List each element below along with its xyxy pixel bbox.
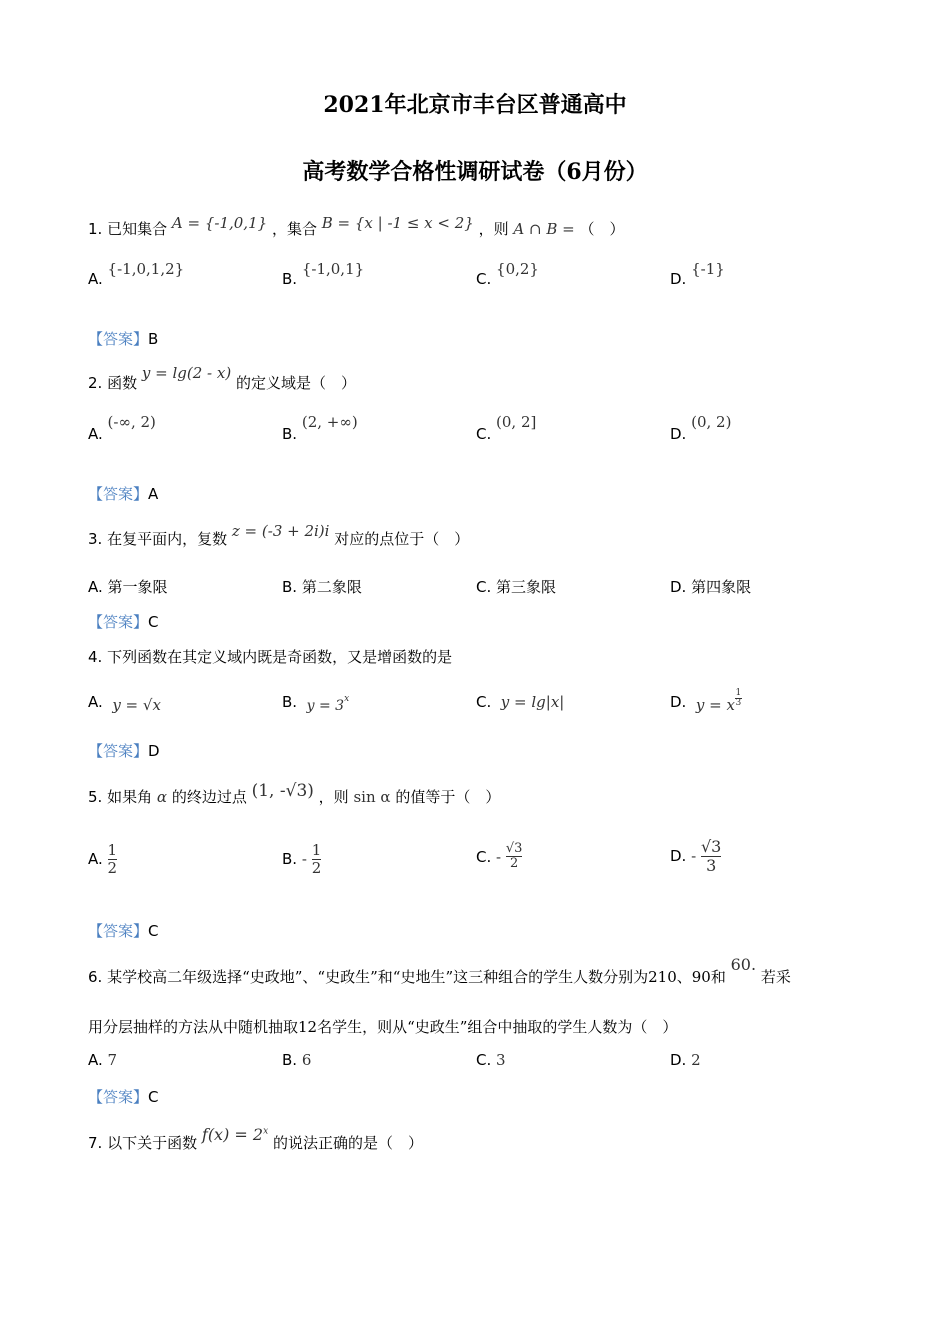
option-d: D. y = x $\frac{1}{3}$ [670, 688, 742, 714]
math-expression: sin α [353, 788, 391, 806]
question-number: 7. [88, 1134, 103, 1152]
question-text: 下列函数在其定义域内既是奇函数，又是增函数的是 [107, 648, 453, 666]
option-a: A. {-1,0,1,2} [88, 260, 185, 288]
question-1 [88, 214, 625, 239]
option-c: C. 3 [476, 1051, 506, 1069]
question-5 [88, 781, 501, 807]
question-text: 的说法正确的是（ ） [272, 1134, 423, 1152]
question-text: 的终边过点 [171, 788, 247, 806]
question-number: 3. [88, 530, 103, 548]
option-a: A. $\frac{1}{2}$ [88, 841, 118, 877]
question-4 [88, 646, 452, 667]
option-c: C. {0,2} [476, 260, 539, 288]
option-d: D. 第四象限 [670, 578, 752, 596]
option-d: D. (0, 2) [670, 413, 732, 443]
question-text: （ ） [579, 220, 625, 238]
question-6-cont [88, 1016, 677, 1037]
option-c: C. y = lg|x| [476, 693, 565, 711]
question-2 [88, 364, 356, 393]
option-a: A. 第一象限 [88, 578, 168, 596]
option-c: C. - $\frac{√3}{2}$ [476, 841, 523, 872]
question-number: 5. [88, 788, 103, 806]
question-number: 4. [88, 648, 103, 666]
option-a: A. y = √x [88, 693, 161, 714]
math-expression: A = {-1,0,1} [171, 214, 268, 232]
option-a: A. 7 [88, 1051, 118, 1069]
question-text: 已知集合 [107, 220, 168, 238]
option-b: B. 第二象限 [282, 578, 362, 596]
option-b: B. $y = 3^x$ [282, 693, 350, 714]
page-title-line1: 2021年北京市丰台区普通高中 [323, 92, 627, 118]
math-expression: α [156, 788, 168, 806]
option-b: B. {-1,0,1} [282, 260, 365, 288]
question-number: 6. [88, 968, 103, 986]
question-text: 对应的点位于（ ） [334, 530, 470, 548]
math-expression: $f(x) = 2^x$ [201, 1125, 269, 1144]
math-expression: B = {x | -1 ≤ x < 2} [321, 214, 474, 232]
math-expression: z = (-3 + 2i)i [231, 522, 330, 540]
answer-3: 【答案】C [88, 613, 159, 631]
math-expression: A ∩ B = [513, 220, 575, 238]
question-text: 在复平面内，复数 [107, 530, 228, 548]
option-b: B. 6 [282, 1051, 312, 1069]
question-7 [88, 1125, 423, 1153]
question-text: 某学校高二年级选择“史政地”、“史政生”和“史地生”这三种组合的学生人数分别为210、90和 [107, 968, 726, 986]
question-text: 函数 [107, 374, 138, 392]
question-text: 用分层抽样的方法从中随机抽取12名学生，则从“史政生”组合中抽取的学生人数为（ ） [88, 1018, 678, 1036]
question-number: 2. [88, 374, 103, 392]
option-c: C. (0, 2] [476, 413, 537, 443]
question-text: ，则 [318, 788, 349, 806]
page-title-line2: 高考数学合格性调研试卷（6月份） [302, 159, 648, 185]
math-expression: 60. [730, 955, 757, 974]
option-a: A. (-∞, 2) [88, 413, 156, 443]
option-d: D. 2 [670, 1051, 701, 1069]
question-text: 如果角 [107, 788, 153, 806]
question-3 [88, 522, 470, 549]
question-number: 1. [88, 220, 103, 238]
option-b: B. - $\frac{1}{2}$ [282, 841, 322, 877]
option-b: B. (2, +∞) [282, 413, 358, 443]
question-text: ，集合 [271, 220, 317, 238]
option-d: D. - $\frac{√3}{3}$ [670, 837, 722, 875]
answer-2: 【答案】A [88, 485, 159, 503]
question-text: ，则 [478, 220, 509, 238]
question-text: 以下关于函数 [107, 1134, 198, 1152]
answer-5: 【答案】C [88, 922, 159, 940]
question-text: 的值等于（ ） [395, 788, 501, 806]
math-expression: y = lg(2 - x) [141, 364, 232, 382]
answer-6: 【答案】C [88, 1088, 159, 1106]
question-text: 若采 [760, 968, 791, 986]
math-expression: (1, -√3) [251, 781, 314, 801]
answer-1: 【答案】B [88, 330, 159, 348]
question-text: 的定义域是（ ） [235, 374, 356, 392]
option-c: C. 第三象限 [476, 578, 557, 596]
option-d: D. {-1} [670, 260, 725, 288]
question-6 [88, 955, 791, 987]
answer-4: 【答案】D [88, 742, 160, 760]
